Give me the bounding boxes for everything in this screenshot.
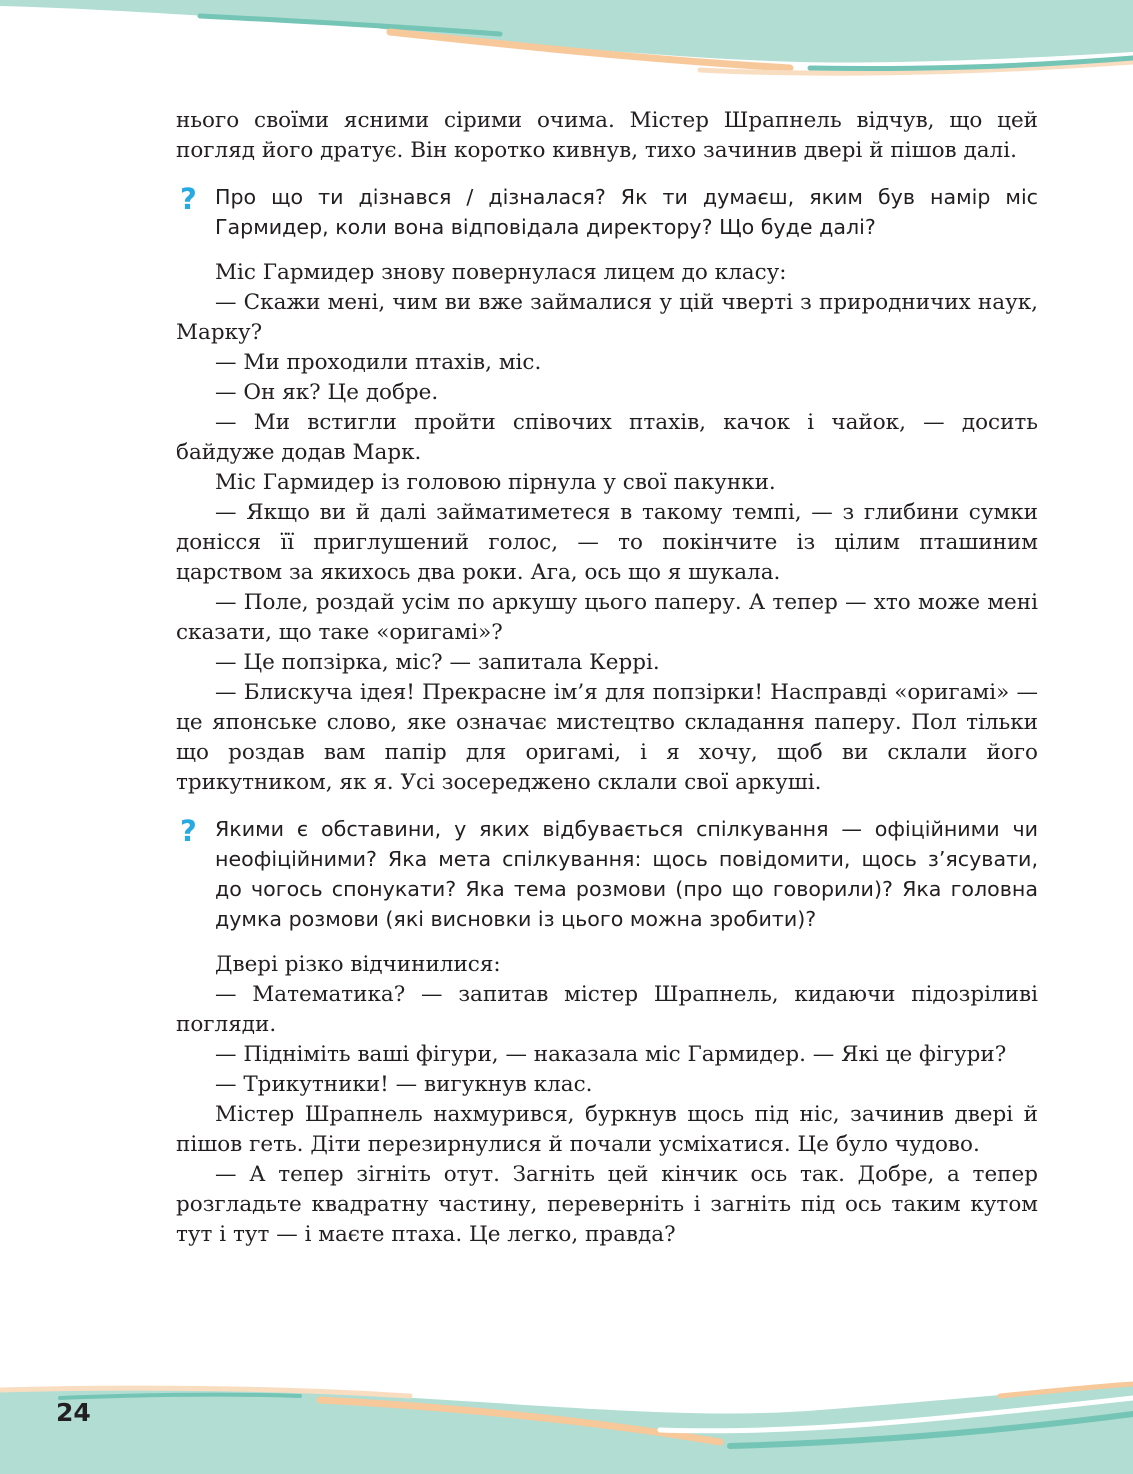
page-number: 24 bbox=[56, 1398, 91, 1427]
text-paragraph: Двері різко відчинилися: bbox=[215, 952, 501, 977]
text-paragraph: — А тепер зігніть отут. Загніть цей кінчик ось так. Добре, а тепер розгладьте квадратну частину, переверніть і загніть під ось таким кутом тут і тут — і маєте птаха. Це легко, правда? bbox=[176, 1162, 1038, 1247]
text-paragraph: Міс Гармидер знову повернулася лицем до класу: bbox=[215, 260, 787, 285]
bottom-decorative-band bbox=[0, 1370, 1133, 1474]
text-paragraph: Міс Гармидер із головою пірнула у свої пакунки. bbox=[215, 470, 776, 495]
question-block bbox=[176, 814, 1038, 934]
text-paragraph: — Скажи мені, чим ви вже займалися у цій чверті з природничих наук, Марку? bbox=[176, 290, 1038, 345]
text-paragraph: — Підніміть ваші фігури, — наказала міс Гармидер. — Які це фігури? bbox=[215, 1042, 1007, 1067]
text-paragraph: — Трикутники! — вигукнув клас. bbox=[215, 1072, 593, 1097]
page-content bbox=[176, 106, 1038, 1250]
text-paragraph: — Поле, роздай усім по аркушу цього паперу. А тепер — хто може мені сказати, що таке «оригамі»? bbox=[176, 590, 1038, 645]
text-paragraph: — Ми проходили птахів, міс. bbox=[215, 350, 542, 375]
question-mark-icon: ? bbox=[180, 182, 197, 216]
text-paragraph: — Он як? Це добре. bbox=[215, 380, 439, 405]
text-paragraph: — Це попзірка, міс? — запитала Керрі. bbox=[215, 650, 660, 675]
text-paragraph: — Ми встигли пройти співочих птахів, качок і чайок, — досить байдуже додав Марк. bbox=[176, 410, 1038, 465]
question-block bbox=[176, 182, 1038, 242]
text-paragraph: Містер Шрапнель нахмурився, буркнув щось під ніс, зачинив двері й пішов геть. Діти перезирнулися й почали усміхатися. Це було чудово. bbox=[176, 1102, 1038, 1157]
text-paragraph: — Математика? — запитав містер Шрапнель, кидаючи підозріливі погляди. bbox=[176, 982, 1038, 1037]
text-paragraph: — Якщо ви й далі займатиметеся в такому темпі, — з глибини сумки донісся її приглушений голос, — то покінчите із цілим пташиним царством за якихось два роки. Ага, ось що я шукала. bbox=[176, 500, 1038, 585]
top-decorative-band bbox=[0, 0, 1133, 90]
text-paragraph: нього своїми ясними сірими очима. Містер Шрапнель відчув, що цей погляд його дратує. Він коротко кивнув, тихо зачинив двері й пішов далі. bbox=[176, 108, 1038, 163]
text-paragraph: — Блискуча ідея! Прекрасне ім’я для попзірки! Насправді «оригамі» — це японське слово, яке означає мистецтво складання паперу. Пол тільки що роздав вам папір для оригамі, і я хочу, щоб ви склали його трикутником, як я. Усі зосереджено склали свої аркуші. bbox=[176, 680, 1038, 795]
question-text: Про що ти дізнався / дізналася? Як ти думаєш, яким був намір міс Гармидер, коли вона відповідала директору? Що буде далі? bbox=[215, 185, 1038, 239]
question-mark-icon: ? bbox=[180, 814, 197, 848]
question-text: Якими є обставини, у яких відбувається спілкування — офіційними чи неофіційними? Яка мета спілкування: щось повідомити, щось з’ясувати, до чогось спонукати? Яка тема розмови (про що говорили)? Яка головна думка розмови (які висновки із цього можна зробити)? bbox=[215, 817, 1038, 931]
